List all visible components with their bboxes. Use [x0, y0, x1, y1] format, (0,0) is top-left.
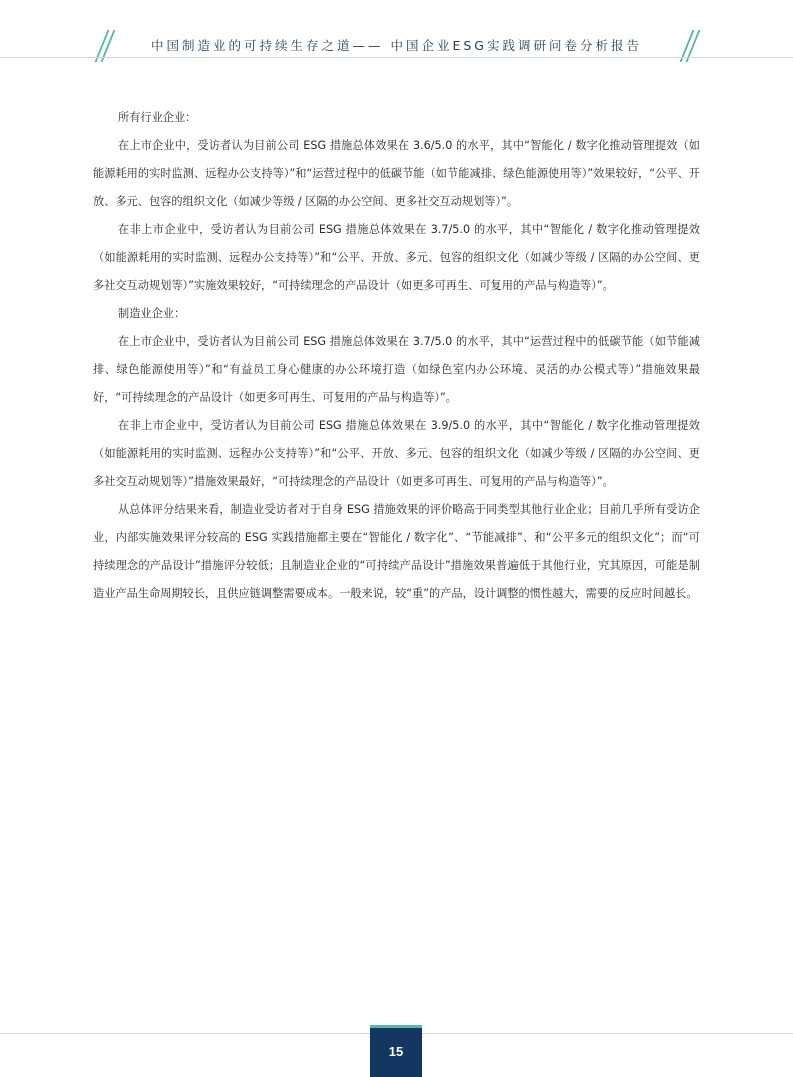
paragraph: 在非上市企业中，受访者认为目前公司 ESG 措施总体效果在 3.9/5.0 的水平，其中“智能化 / 数字化推动管理提效（如能源耗用的实时监测、远程办公支持等）”和“公平、开放、多元、包容的组织文化（如减少等级 / 区隔的办公空间、更多社交互动规划等）”措施效果最好，“可持续理念的产品设计（如更多可再生、可复用的产品与构造等）”。	[93, 419, 700, 488]
page-header	[0, 0, 793, 64]
page-number-badge	[370, 1025, 422, 1077]
page-number: 15	[388, 1043, 404, 1059]
paragraph: 从总体评分结果来看，制造业受访者对于自身 ESG 措施效果的评价略高于同类型其他行业企业；目前几乎所有受访企业，内部实施效果评分较高的 ESG 实践措施都主要在“智能化 / 数字化”、“节能减排”、和“公平多元的组织文化”；而“可持续理念的产品设计”措施评分较低；且制造业企业的“可持续产品设计”措施效果普遍低于其他行业，究其原因，可能是制造业产品生命周期较长，且供应链调整需要成本。一般来说，较“重”的产品，设计调整的惯性越大，需要的反应时间越长。	[93, 503, 700, 600]
paragraph: 所有行业企业：	[118, 111, 197, 124]
header-divider	[0, 57, 793, 58]
header-title: 中国制造业的可持续生存之道—— 中国企业ESG实践调研问卷分析报告	[151, 38, 642, 53]
paragraph: 制造业企业：	[118, 307, 186, 320]
paragraph: 在上市企业中，受访者认为目前公司 ESG 措施总体效果在 3.7/5.0 的水平，其中“运营过程中的低碳节能（如节能减排、绿色能源使用等）”和“有益员工身心健康的办公环境打造（如绿色室内办公环境、灵活的办公模式等）”措施效果最好，“可持续理念的产品设计（如更多可再生、可复用的产品与构造等）”。	[93, 335, 700, 404]
paragraph: 在上市企业中，受访者认为目前公司 ESG 措施总体效果在 3.6/5.0 的水平，其中“智能化 / 数字化推动管理提效（如能源耗用的实时监测、远程办公支持等）”和“运营过程中的低碳节能（如节能减排、绿色能源使用等）”效果较好，“公平、开放、多元、包容的组织文化（如减少等级 / 区隔的办公空间、更多社交互动规划等）”。	[93, 139, 700, 208]
paragraph: 在非上市企业中，受访者认为目前公司 ESG 措施总体效果在 3.7/5.0 的水平，其中“智能化 / 数字化推动管理提效（如能源耗用的实时监测、远程办公支持等）”和“公平、开放、多元、包容的组织文化（如减少等级 / 区隔的办公空间、更多社交互动规划等）”实施效果较好，“可持续理念的产品设计（如更多可再生、可复用的产品与构造等）”。	[93, 223, 700, 292]
body-text	[93, 104, 700, 608]
